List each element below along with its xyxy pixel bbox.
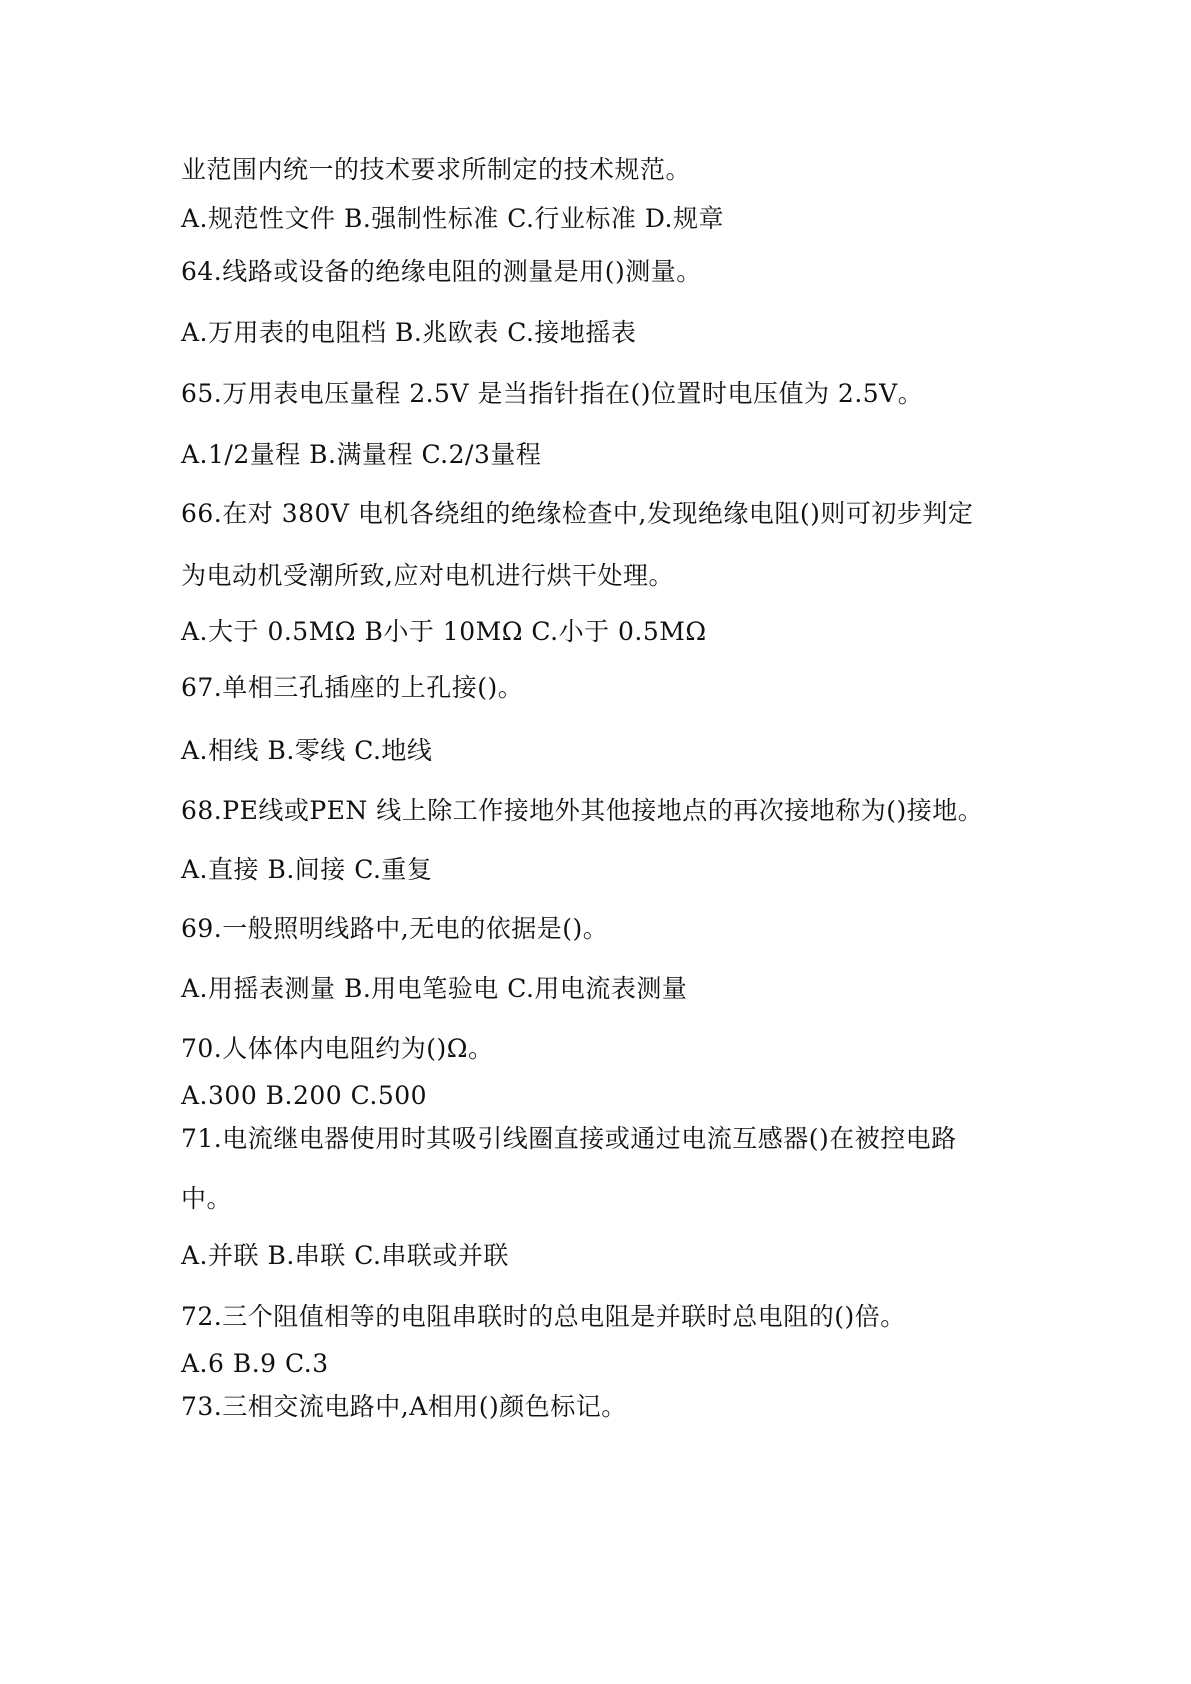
text-line: 为电动机受潮所致,应对电机进行烘干处理。 <box>181 561 674 590</box>
text-line: 业范围内统一的技术要求所制定的技术规范。 <box>181 155 692 184</box>
text-line: 66.在对 380V 电机各绕组的绝缘检查中,发现绝缘电阻()则可初步判定 <box>181 499 974 528</box>
text-line: A.直接 B.间接 C.重复 <box>181 855 433 884</box>
text-line: 68.PE线或PEN 线上除工作接地外其他接地点的再次接地称为()接地。 <box>181 796 984 825</box>
text-line: 64.线路或设备的绝缘电阻的测量是用()测量。 <box>181 257 702 286</box>
text-line: 72.三个阻值相等的电阻串联时的总电阻是并联时总电阻的()倍。 <box>181 1302 906 1331</box>
text-line: A.大于 0.5MΩ B小于 10MΩ C.小于 0.5MΩ <box>181 617 707 646</box>
text-line: 69.一般照明线路中,无电的依据是()。 <box>181 914 609 943</box>
text-line: 71.电流继电器使用时其吸引线圈直接或通过电流互感器()在被控电路 <box>181 1124 957 1153</box>
text-line: A.相线 B.零线 C.地线 <box>181 736 433 765</box>
text-line: 65.万用表电压量程 2.5V 是当指针指在()位置时电压值为 2.5V。 <box>181 379 924 408</box>
text-line: A.用摇表测量 B.用电笔验电 C.用电流表测量 <box>181 974 688 1003</box>
text-line: 中。 <box>181 1184 233 1213</box>
text-line: 67.单相三孔插座的上孔接()。 <box>181 673 524 702</box>
text-line: A.并联 B.串联 C.串联或并联 <box>181 1241 509 1270</box>
text-line: A.规范性文件 B.强制性标准 C.行业标准 D.规章 <box>181 204 724 233</box>
text-line: A.300 B.200 C.500 <box>181 1081 428 1110</box>
text-line: 70.人体体内电阻约为()Ω。 <box>181 1034 494 1063</box>
text-line: 73.三相交流电路中,A相用()颜色标记。 <box>181 1392 627 1421</box>
text-line: A.1/2量程 B.满量程 C.2/3量程 <box>181 440 542 469</box>
text-line: A.6 B.9 C.3 <box>181 1349 329 1378</box>
text-line: A.万用表的电阻档 B.兆欧表 C.接地摇表 <box>181 318 637 347</box>
